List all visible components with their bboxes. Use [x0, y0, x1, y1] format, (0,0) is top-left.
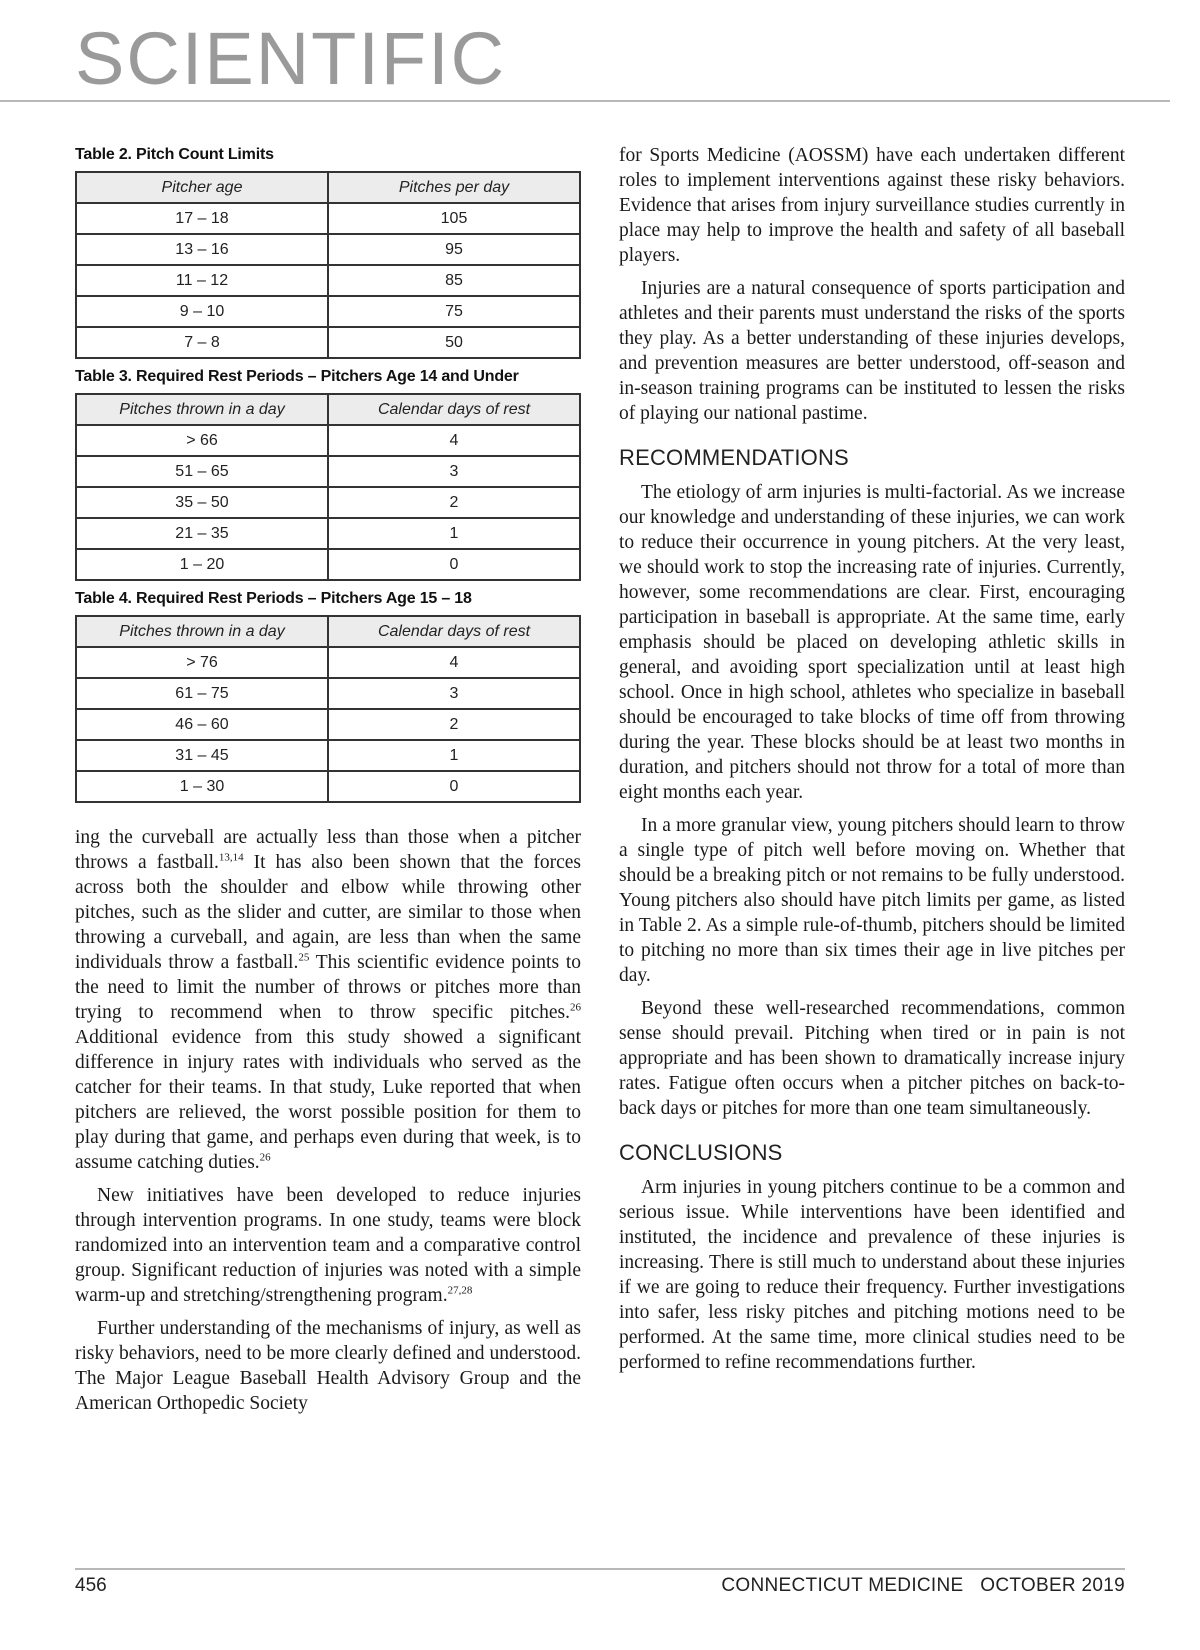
table-cell: 3 [328, 456, 580, 487]
table-row [76, 203, 580, 234]
table-block [75, 367, 581, 581]
table-cell: 51 – 65 [76, 456, 328, 487]
table-cell: 21 – 35 [76, 518, 328, 549]
right-paragraph-5: Beyond these well-researched recommendations, common sense should prevail. Pitching when tired or in pain is not appropriate and has been shown to dramatically increase injury rates. Fatigue often occurs when a pitcher pitches on back-to-back days or pitches for more than one team simultaneously. [619, 998, 1125, 1119]
left-paragraph-3: Further understanding of the mechanisms of injury, as well as risky behaviors, need to be more clearly defined and understood. The Major League Baseball Health Advisory Group and the American Orthopedic Society [75, 1318, 581, 1414]
table-cell: 85 [328, 265, 580, 296]
table-cell: > 76 [76, 647, 328, 678]
table-header-row [76, 172, 580, 203]
table-header-cell: Pitches thrown in a day [76, 616, 328, 647]
right-paragraph-3: The etiology of arm injuries is multi-factorial. As we increase our knowledge and understanding of these injuries, we can work to reduce their occurrence in young pitchers. At the very least, we should work to stop the increasing rate of injuries. Currently, however, some recommendations are clear. First, encouraging participation in baseball is appropriate. At the same time, early emphasis should be placed on developing athletic skills in general, and avoiding sport specialization until at least high school. Once in high school, athletes who specialize in baseball should be encouraged to take blocks of time off from throwing during the year. These blocks should be at least two months in duration, and pitchers should not throw for a total of more than eight months each year. [619, 482, 1125, 803]
table-cell: 11 – 12 [76, 265, 328, 296]
table-row [76, 234, 580, 265]
table-cell: 1 – 30 [76, 771, 328, 802]
table-row [76, 296, 580, 327]
left-paragraph-2: New initiatives have been developed to reduce injuries through intervention programs. In one study, teams were block randomized into an intervention team and a comparative control group. Significant reduction of injuries was noted with a simple warm-up and stretching/strengthening program.$^{27,28}$ [75, 1185, 581, 1306]
citation-superscript: 26 [570, 1001, 581, 1014]
table-cell: 1 [328, 518, 580, 549]
table-cell: 4 [328, 647, 580, 678]
right-paragraph-1: for Sports Medicine (AOSSM) have each undertaken different roles to implement interventions against these risky behaviors. Evidence that arises from injury surveillance studies currently in place may help to improve the health and safety of all baseball players. [619, 145, 1125, 266]
table-header-cell: Pitches per day [328, 172, 580, 203]
table-row [76, 740, 580, 771]
conclusions-heading: CONCLUSIONS [619, 1140, 783, 1165]
footer-journal: CONNECTICUT MEDICINE OCTOBER 2019 [721, 1575, 1125, 1596]
table-block [75, 145, 581, 359]
right-paragraph-2: Injuries are a natural consequence of sports participation and athletes and their parents must understand the risks of the sports they play. As a better understanding of these injuries develops, and prevention measures are better understood, off-season and in-season training programs can be instituted to lessen the risks of playing our national pastime. [619, 278, 1125, 424]
table-cell: 3 [328, 678, 580, 709]
table-cell: 1 – 20 [76, 549, 328, 580]
section-header: SCIENTIFIC [75, 17, 507, 100]
page-number: 456 [75, 1575, 107, 1596]
footer-rule [75, 1568, 1125, 1570]
table-row [76, 549, 580, 580]
table-header-cell: Pitches thrown in a day [76, 394, 328, 425]
data-table [75, 171, 581, 359]
tables-container [75, 145, 581, 803]
table-cell: 31 – 45 [76, 740, 328, 771]
table-header-cell: Calendar days of rest [328, 616, 580, 647]
citation-superscript: 26 [259, 1151, 271, 1164]
table-cell: 0 [328, 549, 580, 580]
table-title: Table 2. Pitch Count Limits [75, 146, 274, 163]
table-cell: 75 [328, 296, 580, 327]
table-cell: 9 – 10 [76, 296, 328, 327]
table-cell: 4 [328, 425, 580, 456]
table-row [76, 647, 580, 678]
citation-superscript: 27,28 [447, 1284, 473, 1297]
table-row [76, 456, 580, 487]
table-row [76, 327, 580, 358]
table-title: Table 3. Required Rest Periods – Pitchers Age 14 and Under [75, 368, 519, 385]
header-rule [0, 100, 1170, 102]
table-row [76, 265, 580, 296]
citation-superscript: 25 [298, 951, 310, 964]
table-cell: 2 [328, 487, 580, 518]
table-row [76, 771, 580, 802]
left-paragraph-1: ing the curveball are actually less than those when a pitcher throws a fastball.$^{13,14}$ It has also been shown that the forces across both the shoulder and elbow while throwing other pitches, such as the slider and cutter, are similar to those when throwing a curveball, and again, are less than when the same individuals throw a fastball.$^{25}$ This scientific evidence points to the need to limit the number of throws or pitches more than trying to recommend when to throw specific pitches.$^{26}$ Additional evidence from this study showed a significant difference in injury rates with individuals who served as the catcher for their teams. In that study, Luke reported that when pitchers are relieved, the worst possible position for them to play during that game, and perhaps even during that week, is to assume catching duties.$^{26}$ [75, 827, 581, 1173]
table-header-row [76, 394, 580, 425]
left-body-text [75, 825, 581, 1416]
recommendations-heading: RECOMMENDATIONS [619, 445, 849, 470]
data-table [75, 393, 581, 581]
right-paragraph-4: In a more granular view, young pitchers should learn to throw a single type of pitch well before moving on. Whether that should be a breaking pitch or not remains to be fully understood. Young pitchers also should have pitch limits per game, as listed in Table 2. As a simple rule-of-thumb, pitchers should be limited to pitching no more than six times their age in live pitches per day. [619, 815, 1125, 986]
citation-superscript: 13,14 [218, 851, 244, 864]
right-paragraph-6: Arm injuries in young pitchers continue to be a common and serious issue. While interventions have been identified and instituted, the incidence and prevalence of these injuries is increasing. There is still much to understand about these injuries if we are going to reduce their frequency. Further investigations into safer, less risky pitches and pitching motions need to be performed. At the same time, more clinical studies need to be performed to refine recommendations further. [619, 1177, 1125, 1373]
table-cell: 7 – 8 [76, 327, 328, 358]
table-header-row [76, 616, 580, 647]
table-cell: 35 – 50 [76, 487, 328, 518]
table-row [76, 487, 580, 518]
table-row [76, 709, 580, 740]
table-header-cell: Calendar days of rest [328, 394, 580, 425]
table-cell: 46 – 60 [76, 709, 328, 740]
table-cell: 1 [328, 740, 580, 771]
table-block [75, 589, 581, 803]
table-title: Table 4. Required Rest Periods – Pitchers Age 15 – 18 [75, 590, 472, 607]
right-column [619, 143, 1125, 1383]
table-row [76, 518, 580, 549]
table-cell: 2 [328, 709, 580, 740]
table-cell: 13 – 16 [76, 234, 328, 265]
table-cell: 61 – 75 [76, 678, 328, 709]
left-column [75, 145, 581, 1424]
data-table [75, 615, 581, 803]
table-header-cell: Pitcher age [76, 172, 328, 203]
table-cell: 17 – 18 [76, 203, 328, 234]
table-cell: 105 [328, 203, 580, 234]
table-cell: 0 [328, 771, 580, 802]
table-cell: > 66 [76, 425, 328, 456]
table-cell: 95 [328, 234, 580, 265]
table-cell: 50 [328, 327, 580, 358]
table-row [76, 425, 580, 456]
table-row [76, 678, 580, 709]
